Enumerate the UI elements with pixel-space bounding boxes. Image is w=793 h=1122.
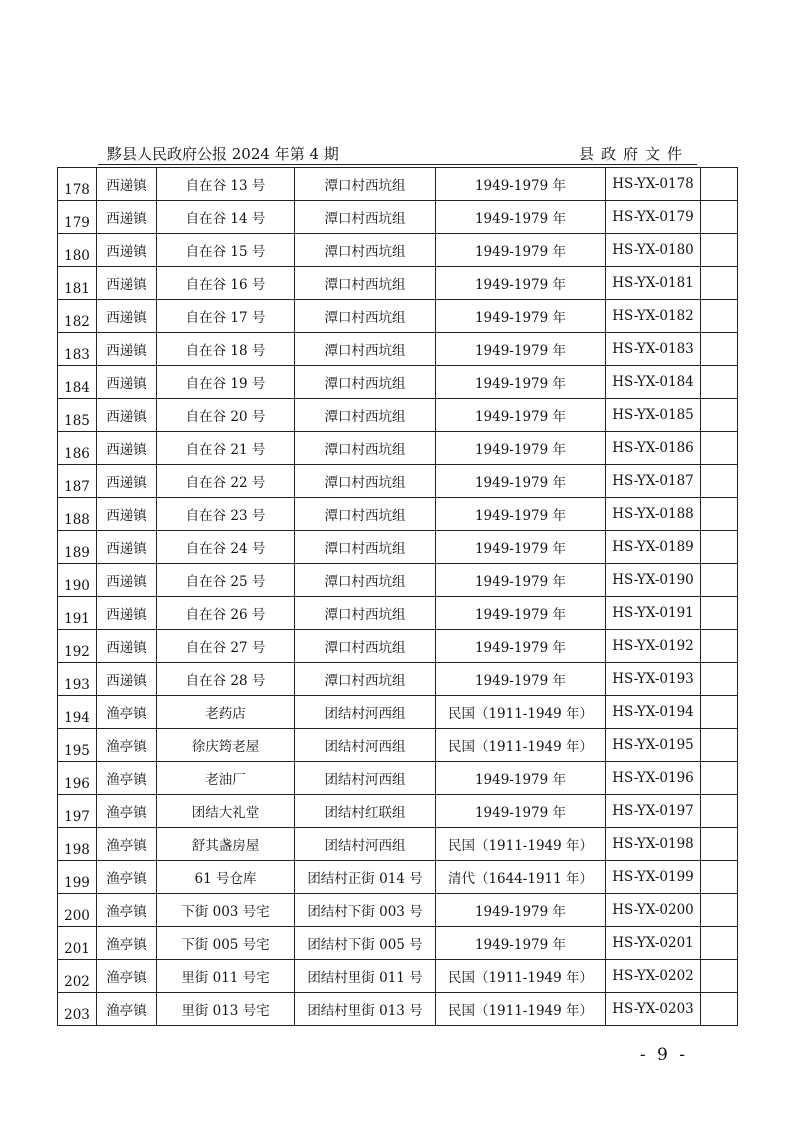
town-cell: 西递镇 xyxy=(97,498,157,531)
site-name-cell: 自在谷 21 号 xyxy=(157,432,295,465)
code-cell: HS-YX-0187 xyxy=(606,465,701,498)
note-cell xyxy=(701,465,738,498)
note-cell xyxy=(701,762,738,795)
location-cell: 潭口村西坑组 xyxy=(295,168,436,201)
era-cell: 1949-1979 年 xyxy=(436,234,606,267)
table-row xyxy=(58,828,738,861)
table-row xyxy=(58,630,738,663)
town-cell: 西递镇 xyxy=(97,234,157,267)
page-number: - 9 - xyxy=(639,1045,688,1065)
town-cell: 渔亭镇 xyxy=(97,795,157,828)
site-name-cell: 自在谷 25 号 xyxy=(157,564,295,597)
note-cell xyxy=(701,630,738,663)
note-cell xyxy=(701,366,738,399)
town-cell: 西递镇 xyxy=(97,333,157,366)
location-cell: 潭口村西坑组 xyxy=(295,465,436,498)
era-cell: 1949-1979 年 xyxy=(436,498,606,531)
table-row xyxy=(58,927,738,960)
town-cell: 西递镇 xyxy=(97,465,157,498)
note-cell xyxy=(701,927,738,960)
site-name-cell: 自在谷 28 号 xyxy=(157,663,295,696)
note-cell xyxy=(701,696,738,729)
era-cell: 1949-1979 年 xyxy=(436,927,606,960)
note-cell xyxy=(701,234,738,267)
location-cell: 团结村河西组 xyxy=(295,762,436,795)
location-cell: 潭口村西坑组 xyxy=(295,300,436,333)
row-number: 192 xyxy=(58,630,97,663)
row-number: 183 xyxy=(58,333,97,366)
town-cell: 渔亭镇 xyxy=(97,729,157,762)
site-name-cell: 里街 011 号宅 xyxy=(157,960,295,993)
code-cell: HS-YX-0200 xyxy=(606,894,701,927)
table-row xyxy=(58,762,738,795)
table-row xyxy=(58,795,738,828)
town-cell: 渔亭镇 xyxy=(97,993,157,1026)
table-row xyxy=(58,234,738,267)
row-number: 184 xyxy=(58,366,97,399)
era-cell: 1949-1979 年 xyxy=(436,564,606,597)
era-cell: 1949-1979 年 xyxy=(436,795,606,828)
code-cell: HS-YX-0186 xyxy=(606,432,701,465)
site-name-cell: 自在谷 16 号 xyxy=(157,267,295,300)
note-cell xyxy=(701,993,738,1026)
note-cell xyxy=(701,861,738,894)
row-number: 186 xyxy=(58,432,97,465)
code-cell: HS-YX-0194 xyxy=(606,696,701,729)
table-row xyxy=(58,333,738,366)
table-body xyxy=(58,168,738,1026)
header-rule xyxy=(98,164,697,165)
era-cell: 1949-1979 年 xyxy=(436,399,606,432)
location-cell: 团结村河西组 xyxy=(295,729,436,762)
code-cell: HS-YX-0179 xyxy=(606,201,701,234)
note-cell xyxy=(701,663,738,696)
code-cell: HS-YX-0182 xyxy=(606,300,701,333)
row-number: 190 xyxy=(58,564,97,597)
location-cell: 潭口村西坑组 xyxy=(295,498,436,531)
site-name-cell: 自在谷 18 号 xyxy=(157,333,295,366)
table-row xyxy=(58,432,738,465)
era-cell: 1949-1979 年 xyxy=(436,300,606,333)
code-cell: HS-YX-0180 xyxy=(606,234,701,267)
row-number: 203 xyxy=(58,993,97,1026)
code-cell: HS-YX-0190 xyxy=(606,564,701,597)
town-cell: 西递镇 xyxy=(97,300,157,333)
location-cell: 潭口村西坑组 xyxy=(295,531,436,564)
row-number: 193 xyxy=(58,663,97,696)
site-name-cell: 团结大礼堂 xyxy=(157,795,295,828)
row-number: 189 xyxy=(58,531,97,564)
town-cell: 渔亭镇 xyxy=(97,762,157,795)
location-cell: 团结村里街 011 号 xyxy=(295,960,436,993)
table-row xyxy=(58,993,738,1026)
location-cell: 团结村河西组 xyxy=(295,828,436,861)
location-cell: 潭口村西坑组 xyxy=(295,597,436,630)
site-name-cell: 自在谷 15 号 xyxy=(157,234,295,267)
location-cell: 潭口村西坑组 xyxy=(295,201,436,234)
town-cell: 西递镇 xyxy=(97,267,157,300)
code-cell: HS-YX-0203 xyxy=(606,993,701,1026)
location-cell: 潭口村西坑组 xyxy=(295,333,436,366)
site-name-cell: 自在谷 24 号 xyxy=(157,531,295,564)
heritage-table xyxy=(57,167,738,1026)
row-number: 196 xyxy=(58,762,97,795)
era-cell: 民国（1911-1949 年） xyxy=(436,993,606,1026)
table-row xyxy=(58,399,738,432)
era-cell: 民国（1911-1949 年） xyxy=(436,729,606,762)
table-row xyxy=(58,168,738,201)
code-cell: HS-YX-0202 xyxy=(606,960,701,993)
site-name-cell: 自在谷 20 号 xyxy=(157,399,295,432)
row-number: 182 xyxy=(58,300,97,333)
town-cell: 渔亭镇 xyxy=(97,861,157,894)
era-cell: 1949-1979 年 xyxy=(436,531,606,564)
era-cell: 清代（1644-1911 年） xyxy=(436,861,606,894)
table-row xyxy=(58,366,738,399)
row-number: 195 xyxy=(58,729,97,762)
town-cell: 西递镇 xyxy=(97,366,157,399)
era-cell: 民国（1911-1949 年） xyxy=(436,960,606,993)
note-cell xyxy=(701,168,738,201)
note-cell xyxy=(701,894,738,927)
town-cell: 渔亭镇 xyxy=(97,696,157,729)
table-row xyxy=(58,201,738,234)
row-number: 202 xyxy=(58,960,97,993)
site-name-cell: 自在谷 19 号 xyxy=(157,366,295,399)
location-cell: 潭口村西坑组 xyxy=(295,366,436,399)
table-row xyxy=(58,597,738,630)
row-number: 198 xyxy=(58,828,97,861)
town-cell: 西递镇 xyxy=(97,399,157,432)
site-name-cell: 老油厂 xyxy=(157,762,295,795)
row-number: 185 xyxy=(58,399,97,432)
town-cell: 西递镇 xyxy=(97,432,157,465)
location-cell: 潭口村西坑组 xyxy=(295,630,436,663)
page-header xyxy=(107,140,689,164)
note-cell xyxy=(701,828,738,861)
table-row xyxy=(58,300,738,333)
row-number: 187 xyxy=(58,465,97,498)
code-cell: HS-YX-0192 xyxy=(606,630,701,663)
table-row xyxy=(58,729,738,762)
code-cell: HS-YX-0181 xyxy=(606,267,701,300)
code-cell: HS-YX-0201 xyxy=(606,927,701,960)
era-cell: 1949-1979 年 xyxy=(436,597,606,630)
site-name-cell: 下街 003 号宅 xyxy=(157,894,295,927)
site-name-cell: 自在谷 22 号 xyxy=(157,465,295,498)
note-cell xyxy=(701,960,738,993)
table-row xyxy=(58,531,738,564)
site-name-cell: 自在谷 23 号 xyxy=(157,498,295,531)
site-name-cell: 徐庆筠老屋 xyxy=(157,729,295,762)
location-cell: 潭口村西坑组 xyxy=(295,234,436,267)
site-name-cell: 老药店 xyxy=(157,696,295,729)
era-cell: 1949-1979 年 xyxy=(436,762,606,795)
row-number: 194 xyxy=(58,696,97,729)
location-cell: 潭口村西坑组 xyxy=(295,267,436,300)
code-cell: HS-YX-0183 xyxy=(606,333,701,366)
location-cell: 潭口村西坑组 xyxy=(295,432,436,465)
location-cell: 团结村里街 013 号 xyxy=(295,993,436,1026)
site-name-cell: 61 号仓库 xyxy=(157,861,295,894)
site-name-cell: 舒其盏房屋 xyxy=(157,828,295,861)
era-cell: 1949-1979 年 xyxy=(436,267,606,300)
note-cell xyxy=(701,498,738,531)
era-cell: 1949-1979 年 xyxy=(436,333,606,366)
era-cell: 1949-1979 年 xyxy=(436,465,606,498)
code-cell: HS-YX-0197 xyxy=(606,795,701,828)
row-number: 181 xyxy=(58,267,97,300)
row-number: 188 xyxy=(58,498,97,531)
era-cell: 民国（1911-1949 年） xyxy=(436,828,606,861)
code-cell: HS-YX-0178 xyxy=(606,168,701,201)
town-cell: 西递镇 xyxy=(97,201,157,234)
town-cell: 西递镇 xyxy=(97,531,157,564)
location-cell: 团结村正街 014 号 xyxy=(295,861,436,894)
location-cell: 团结村下街 003 号 xyxy=(295,894,436,927)
note-cell xyxy=(701,399,738,432)
code-cell: HS-YX-0185 xyxy=(606,399,701,432)
code-cell: HS-YX-0188 xyxy=(606,498,701,531)
site-name-cell: 自在谷 26 号 xyxy=(157,597,295,630)
era-cell: 1949-1979 年 xyxy=(436,894,606,927)
era-cell: 1949-1979 年 xyxy=(436,366,606,399)
era-cell: 1949-1979 年 xyxy=(436,630,606,663)
row-number: 197 xyxy=(58,795,97,828)
table-row xyxy=(58,960,738,993)
site-name-cell: 自在谷 17 号 xyxy=(157,300,295,333)
row-number: 201 xyxy=(58,927,97,960)
location-cell: 团结村红联组 xyxy=(295,795,436,828)
town-cell: 渔亭镇 xyxy=(97,960,157,993)
row-number: 178 xyxy=(58,168,97,201)
note-cell xyxy=(701,531,738,564)
code-cell: HS-YX-0184 xyxy=(606,366,701,399)
location-cell: 潭口村西坑组 xyxy=(295,399,436,432)
location-cell: 潭口村西坑组 xyxy=(295,663,436,696)
gazette-title: 黟县人民政府公报 2024 年第 4 期 xyxy=(107,145,339,163)
era-cell: 1949-1979 年 xyxy=(436,201,606,234)
location-cell: 潭口村西坑组 xyxy=(295,564,436,597)
note-cell xyxy=(701,795,738,828)
note-cell xyxy=(701,267,738,300)
town-cell: 西递镇 xyxy=(97,597,157,630)
town-cell: 渔亭镇 xyxy=(97,828,157,861)
code-cell: HS-YX-0195 xyxy=(606,729,701,762)
note-cell xyxy=(701,729,738,762)
row-number: 199 xyxy=(58,861,97,894)
code-cell: HS-YX-0199 xyxy=(606,861,701,894)
row-number: 191 xyxy=(58,597,97,630)
note-cell xyxy=(701,432,738,465)
code-cell: HS-YX-0198 xyxy=(606,828,701,861)
table-row xyxy=(58,696,738,729)
town-cell: 西递镇 xyxy=(97,168,157,201)
code-cell: HS-YX-0193 xyxy=(606,663,701,696)
town-cell: 西递镇 xyxy=(97,564,157,597)
location-cell: 团结村河西组 xyxy=(295,696,436,729)
table-row xyxy=(58,498,738,531)
note-cell xyxy=(701,201,738,234)
table-row xyxy=(58,267,738,300)
site-name-cell: 自在谷 13 号 xyxy=(157,168,295,201)
code-cell: HS-YX-0189 xyxy=(606,531,701,564)
note-cell xyxy=(701,333,738,366)
note-cell xyxy=(701,597,738,630)
row-number: 180 xyxy=(58,234,97,267)
row-number: 200 xyxy=(58,894,97,927)
era-cell: 1949-1979 年 xyxy=(436,663,606,696)
table-row xyxy=(58,894,738,927)
row-number: 179 xyxy=(58,201,97,234)
site-name-cell: 自在谷 14 号 xyxy=(157,201,295,234)
town-cell: 渔亭镇 xyxy=(97,894,157,927)
town-cell: 渔亭镇 xyxy=(97,927,157,960)
town-cell: 西递镇 xyxy=(97,663,157,696)
table-row xyxy=(58,861,738,894)
table-row xyxy=(58,465,738,498)
era-cell: 1949-1979 年 xyxy=(436,168,606,201)
table-row xyxy=(58,564,738,597)
table-row xyxy=(58,663,738,696)
site-name-cell: 里街 013 号宅 xyxy=(157,993,295,1026)
site-name-cell: 自在谷 27 号 xyxy=(157,630,295,663)
era-cell: 1949-1979 年 xyxy=(436,432,606,465)
note-cell xyxy=(701,300,738,333)
code-cell: HS-YX-0196 xyxy=(606,762,701,795)
location-cell: 团结村下街 005 号 xyxy=(295,927,436,960)
era-cell: 民国（1911-1949 年） xyxy=(436,696,606,729)
site-name-cell: 下街 005 号宅 xyxy=(157,927,295,960)
note-cell xyxy=(701,564,738,597)
town-cell: 西递镇 xyxy=(97,630,157,663)
section-label: 县政府文件 xyxy=(578,145,689,163)
code-cell: HS-YX-0191 xyxy=(606,597,701,630)
